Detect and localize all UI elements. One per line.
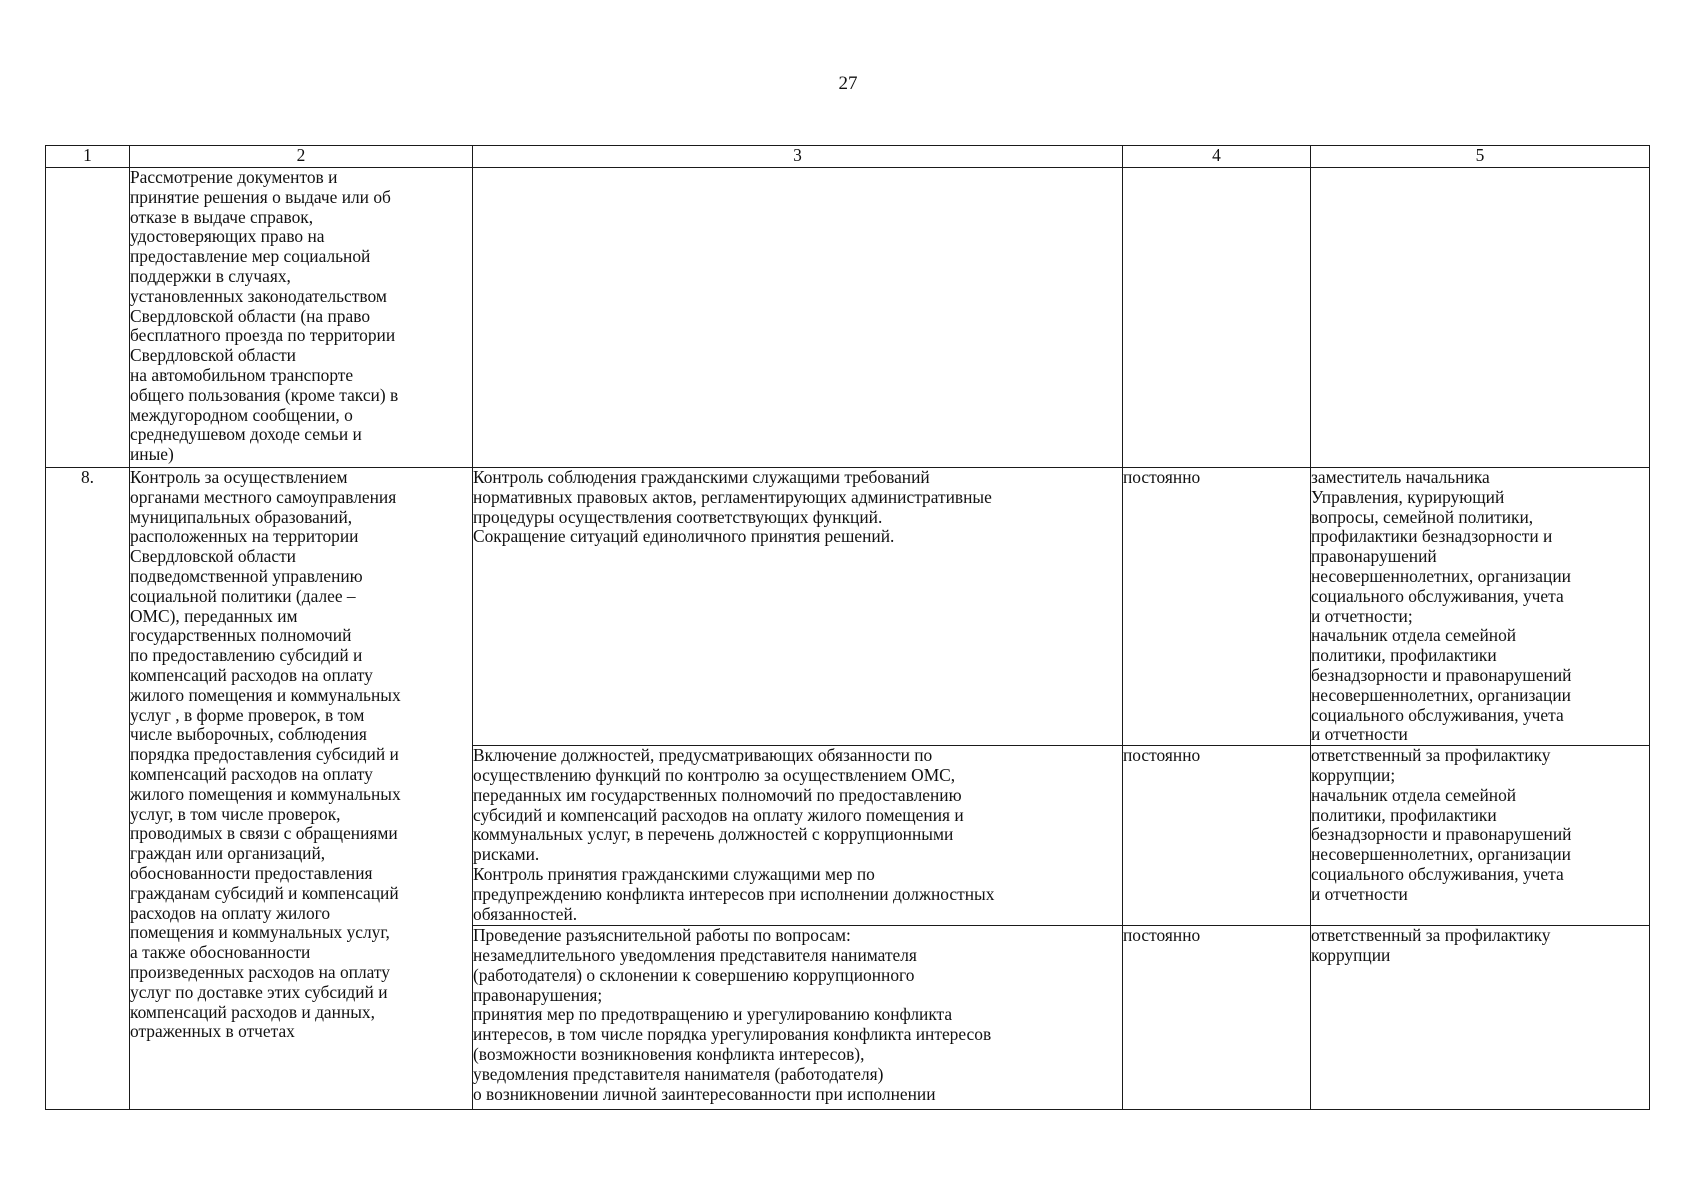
header-col-2: 2	[130, 146, 473, 168]
header-col-4: 4	[1123, 146, 1311, 168]
row-number: 8.	[46, 468, 130, 1110]
process-name-cell: Контроль за осуществлением органами местного самоуправления муниципальных образований, расположенных на территории Свердловской области подведомственной управлению социальной политики (далее – ОМС), переданных им государственных полномочий по предоставлению субсидий и компенсаций расходов на оплату жилого помещения и коммунальных услуг , в форме проверок, в том числе выборочных, соблюдения порядка предоставления субсидий и компенсаций расходов на оплату жилого помещения и коммунальных услуг, в том числе проверок, проводимых в связи с обращениями граждан или организаций, обоснованности предоставления гражданам субсидий и компенсаций расходов на оплату жилого помещения и коммунальных услуг, а также обоснованности произведенных расходов на оплату услуг по доставке этих субсидий и компенсаций расходов и данных, отраженных в отчетах	[130, 468, 473, 1110]
measures-cell: Включение должностей, предусматривающих обязанности по осуществлению функций по контролю за осуществлением ОМС, переданных им государственных полномочий по предоставлению субсидий и компенсаций расходов на оплату жилого помещения и коммунальных услуг, в перечень должностей с коррупционными рисками. Контроль принятия гражданскими служащими мер по предупреждению конфликта интересов при исполнении должностных обязанностей.	[473, 746, 1123, 926]
table-row	[46, 468, 1650, 746]
measures-table	[45, 145, 1650, 1110]
responsible-cell: ответственный за профилактику коррупции	[1311, 926, 1650, 1110]
process-name-cell: Рассмотрение документов и принятие решения о выдаче или об отказе в выдаче справок, удостоверяющих право на предоставление мер социальной поддержки в случаях, установленных законодательством Свердловской области (на право бесплатного проезда по территории Свердловской области на автомобильном транспорте общего пользования (кроме такси) в междугородном сообщении, о среднедушевом доходе семьи и иные)	[130, 168, 473, 468]
measures-cell	[473, 168, 1123, 468]
header-col-1: 1	[46, 146, 130, 168]
row-number	[46, 168, 130, 468]
page-number: 27	[838, 73, 858, 94]
measures-cell: Проведение разъяснительной работы по вопросам: незамедлительного уведомления представителя нанимателя (работодателя) о склонении к совершению коррупционного правонарушения; принятия мер по предотвращению и урегулированию конфликта интересов, в том числе порядка урегулирования конфликта интересов (возможности возникновения конфликта интересов), уведомления представителя нанимателя (работодателя) о возникновении личной заинтересованности при исполнении	[473, 926, 1123, 1110]
term-cell: постоянно	[1123, 926, 1311, 1110]
table-header-row	[46, 146, 1650, 168]
header-col-5: 5	[1311, 146, 1650, 168]
term-cell	[1123, 168, 1311, 468]
term-cell: постоянно	[1123, 746, 1311, 926]
header-col-3: 3	[473, 146, 1123, 168]
responsible-cell: ответственный за профилактику коррупции; начальник отдела семейной политики, профилактики безнадзорности и правонарушений несовершеннолетних, организации социального обслуживания, учета и отчетности	[1311, 746, 1650, 926]
responsible-cell: заместитель начальника Управления, курирующий вопросы, семейной политики, профилактики безнадзорности и правонарушений несовершеннолетних, организации социального обслуживания, учета и отчетности; начальник отдела семейной политики, профилактики безнадзорности и правонарушений несовершеннолетних, организации социального обслуживания, учета и отчетности	[1311, 468, 1650, 746]
table-row	[46, 168, 1650, 468]
measures-cell: Контроль соблюдения гражданскими служащими требований нормативных правовых актов, регламентирующих административные процедуры осуществления соответствующих функций. Сокращение ситуаций единоличного принятия решений.	[473, 468, 1123, 746]
term-cell: постоянно	[1123, 468, 1311, 746]
responsible-cell	[1311, 168, 1650, 468]
